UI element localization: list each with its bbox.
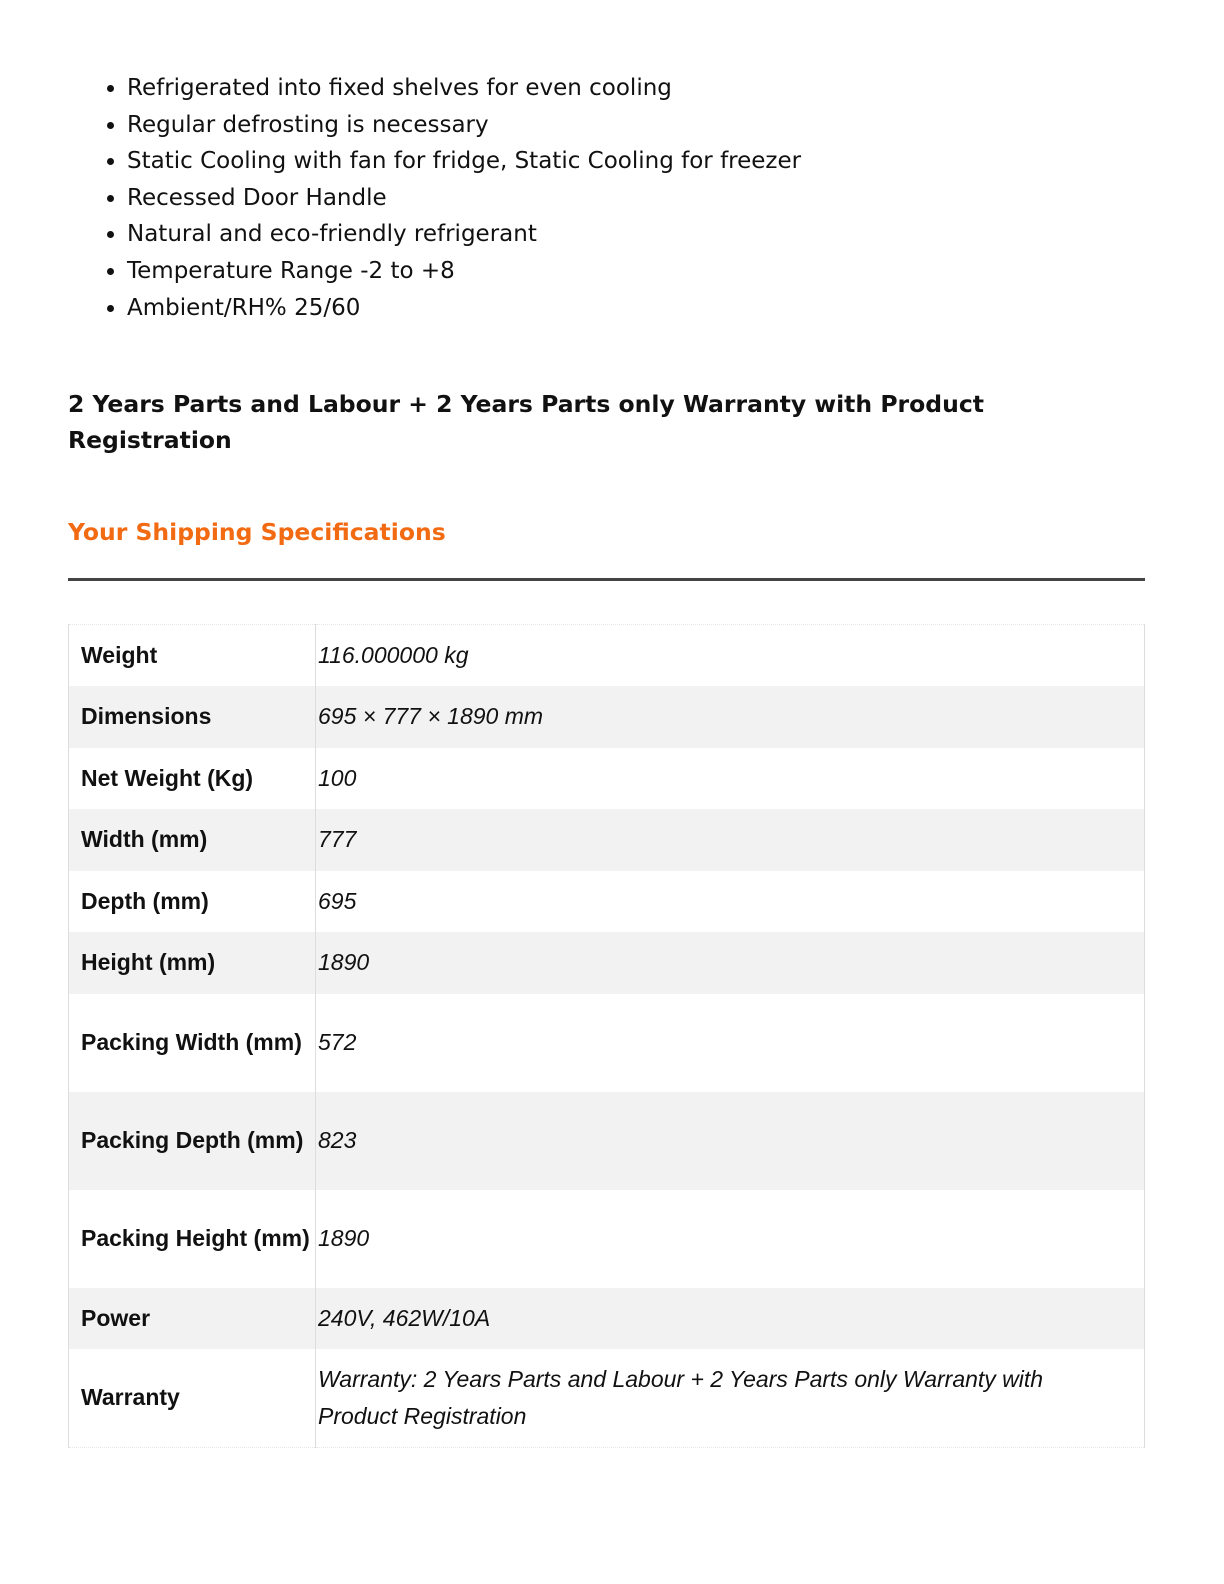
section-divider [68,578,1145,581]
table-row [69,625,1145,687]
spec-value: 823 [318,1127,357,1154]
table-row [69,871,1145,933]
table-row [69,809,1145,871]
spec-label: Packing Height (mm) [69,1190,316,1288]
spec-value: 695 [318,887,357,914]
spec-value: 695 × 777 × 1890 mm [318,703,544,730]
table-row [69,1288,1145,1350]
spec-label: Power [69,1288,316,1350]
spec-label: Warranty [69,1349,316,1447]
table-row [69,1092,1145,1190]
spec-label: Depth (mm) [69,871,316,933]
feature-item: • Static Cooling with fan for fridge, Static Cooling for freezer [127,143,801,180]
table-row [69,1190,1145,1288]
spec-label: Packing Width (mm) [69,994,316,1092]
spec-label: Weight [69,625,316,687]
spec-label: Packing Depth (mm) [69,1092,316,1190]
spec-value: 116.000000 kg [318,642,469,669]
table-row [69,1349,1145,1447]
feature-item: • Ambient/RH% 25/60 [127,290,801,327]
table-row [69,994,1145,1092]
feature-item: • Recessed Door Handle [127,180,801,217]
shipping-specifications-heading: Your Shipping Specifications [68,518,446,546]
table-row [69,686,1145,748]
feature-list [0,70,801,326]
spec-value: 572 [318,1029,357,1056]
shipping-specs-table [68,624,1145,1448]
feature-item: • Refrigerated into fixed shelves for even cooling [127,70,801,107]
spec-label: Net Weight (Kg) [69,748,316,810]
feature-item: • Natural and eco-friendly refrigerant [127,216,801,253]
warranty-heading: 2 Years Parts and Labour + 2 Years Parts only Warranty with Product Registration [68,390,984,454]
table-row [69,748,1145,810]
spec-value: 100 [318,764,357,791]
spec-value: 1890 [318,1225,370,1252]
table-row [69,932,1145,994]
feature-item: • Regular defrosting is necessary [127,107,801,144]
spec-value: Warranty: 2 Years Parts and Labour + 2 Years Parts only Warranty with Product Registration [318,1366,1044,1429]
spec-label: Height (mm) [69,932,316,994]
spec-value: 777 [318,826,357,853]
spec-value: 240V, 462W/10A [318,1304,491,1331]
feature-item: • Temperature Range -2 to +8 [127,253,801,290]
spec-label: Dimensions [69,686,316,748]
spec-label: Width (mm) [69,809,316,871]
spec-value: 1890 [318,949,370,976]
